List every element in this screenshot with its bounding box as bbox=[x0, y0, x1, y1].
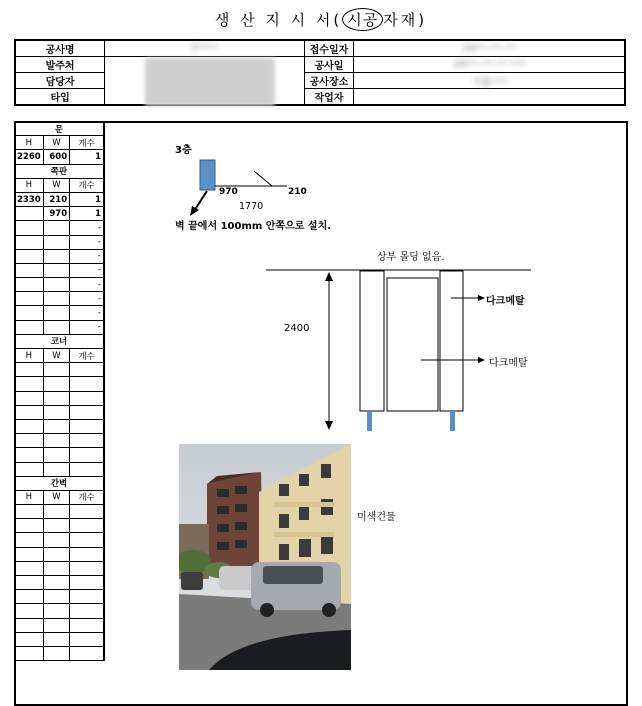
value-work-site: 서울*** bbox=[354, 73, 625, 89]
door-color-label: 다크메탈 bbox=[489, 358, 528, 369]
right-leg bbox=[450, 411, 455, 431]
arrow-head bbox=[190, 206, 199, 216]
label-worker: 작업자 bbox=[304, 89, 354, 106]
corner-section-title: 코너 bbox=[15, 334, 104, 348]
height-arrow-top bbox=[325, 272, 333, 281]
side-dash-cell: - bbox=[70, 221, 104, 235]
floor-label: 3층 bbox=[175, 145, 192, 156]
wall-install-note: 벽 끝에서 100mm 안쪽으로 설치. bbox=[175, 221, 332, 232]
dim-1770: 1770 bbox=[239, 201, 264, 212]
side-dash-cell: - bbox=[70, 235, 104, 249]
door-section-title: 문 bbox=[15, 122, 104, 136]
value-project-name: T**** bbox=[105, 40, 304, 57]
corner-col-header: H bbox=[15, 349, 44, 363]
side-dash-cell: - bbox=[70, 263, 104, 277]
side-cell: 970 bbox=[43, 207, 69, 221]
door-col-header: H bbox=[15, 136, 44, 150]
value-work-date: 20**-**-** *** bbox=[354, 57, 625, 73]
corner-col-header: 개수 bbox=[70, 349, 104, 363]
corner-col-header: W bbox=[43, 349, 69, 363]
left-side-panel bbox=[360, 271, 384, 411]
partition-col-header: 개수 bbox=[70, 490, 104, 504]
site-photo bbox=[179, 444, 351, 670]
label-receipt-date: 접수일자 bbox=[304, 40, 354, 57]
wall-block bbox=[200, 160, 215, 190]
side-dash-cell: - bbox=[70, 278, 104, 292]
side-col-header: W bbox=[43, 178, 69, 192]
side-section-title: 쪽판 bbox=[15, 164, 104, 178]
height-label: 2400 bbox=[284, 323, 310, 334]
door-pointer-head bbox=[478, 357, 485, 363]
door-panel bbox=[387, 278, 438, 411]
label-client: 발주처 bbox=[15, 57, 105, 73]
side-cell: 1 bbox=[70, 207, 104, 221]
frame-color-label: 다크메탈 bbox=[486, 296, 525, 307]
no-top-molding-note: 상부 몰딩 없음. bbox=[377, 252, 445, 263]
side-dash-cell: - bbox=[70, 320, 104, 334]
label-project-name: 공사명 bbox=[15, 40, 105, 57]
partition-section-title: 간벽 bbox=[15, 476, 104, 490]
height-arrow-bottom bbox=[325, 421, 333, 430]
label-work-date: 공사일 bbox=[304, 57, 354, 73]
title-rest: 자재) bbox=[383, 11, 428, 29]
right-side-panel bbox=[440, 271, 463, 411]
side-cell: 210 bbox=[43, 192, 69, 206]
door-cell: 2260 bbox=[15, 150, 44, 164]
plan-line-diag bbox=[254, 171, 272, 186]
side-dash-cell: - bbox=[70, 249, 104, 263]
partition-col-header: H bbox=[15, 490, 44, 504]
door-col-header: W bbox=[43, 136, 69, 150]
title-circled: 시공 bbox=[342, 8, 383, 31]
side-col-header: 개수 bbox=[70, 178, 104, 192]
door-cell: 1 bbox=[70, 150, 104, 164]
partition-col-header: W bbox=[43, 490, 69, 504]
door-col-header: 개수 bbox=[70, 136, 104, 150]
label-manager: 담당자 bbox=[15, 73, 105, 89]
side-cell: 2330 bbox=[15, 192, 44, 206]
dim-210: 210 bbox=[288, 187, 307, 197]
side-dash-cell: - bbox=[70, 306, 104, 320]
title-main: 생 산 지 시 서 bbox=[214, 11, 334, 29]
photo-note: 미색건물 bbox=[357, 512, 396, 523]
title-open-paren: ( bbox=[333, 11, 343, 29]
label-work-site: 공사장소 bbox=[304, 73, 354, 89]
door-cell: 600 bbox=[43, 150, 69, 164]
label-type: 타입 bbox=[15, 89, 105, 106]
arrow-line bbox=[194, 191, 207, 211]
value-receipt-date: 20**-**-** bbox=[354, 40, 625, 57]
left-leg bbox=[367, 411, 372, 431]
side-cell: 1 bbox=[70, 192, 104, 206]
side-dash-cell: - bbox=[70, 292, 104, 306]
side-col-header: H bbox=[15, 178, 44, 192]
dim-970: 970 bbox=[219, 187, 238, 197]
frame-pointer-head bbox=[478, 295, 485, 301]
